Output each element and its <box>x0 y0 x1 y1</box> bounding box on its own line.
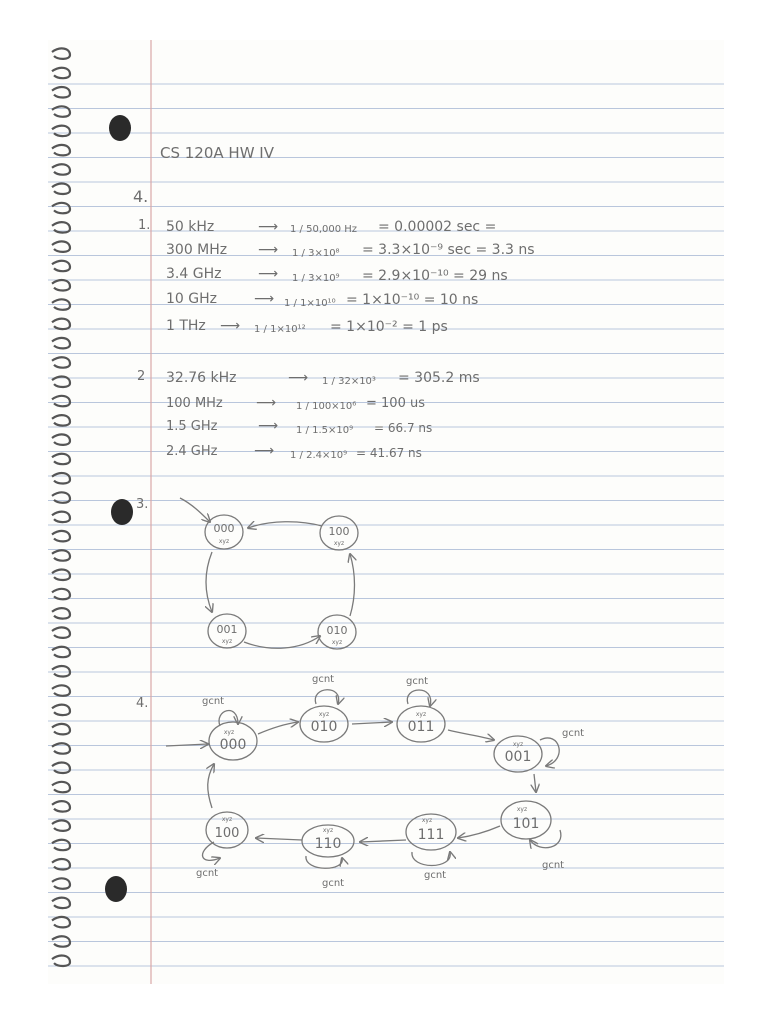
loop-label: gcnt <box>312 674 335 685</box>
state-sub-label: xyz <box>221 816 233 823</box>
arrow-glyph: ⟶ <box>220 318 241 334</box>
state-sub-label: xyz <box>223 729 235 736</box>
loop-label: gcnt <box>424 870 447 881</box>
arrow-glyph: ⟶ <box>254 443 275 459</box>
state-label: 101 <box>512 816 540 832</box>
part1-freq: 1 THz <box>166 318 206 334</box>
part1-fraction: 1 / 1×10¹⁰ <box>284 298 336 309</box>
state-sub-label: xyz <box>218 538 230 545</box>
state-sub-label: xyz <box>333 540 345 547</box>
part1-fraction: 1 / 1×10¹² <box>254 324 306 335</box>
loop-label: gcnt <box>542 860 565 871</box>
part1-result: = 3.3×10⁻⁹ sec = 3.3 ns <box>362 242 535 258</box>
state-sub-label: xyz <box>512 741 524 748</box>
state-sub-label: xyz <box>318 711 330 718</box>
part2-fraction: 1 / 100×10⁶ <box>296 401 357 412</box>
arrow-glyph: ⟶ <box>256 395 277 411</box>
part2-result: = 66.7 ns <box>374 421 433 435</box>
part1-fraction: 1 / 3×10⁹ <box>292 273 340 284</box>
state-label: 010 <box>326 624 348 637</box>
state-sub-label: xyz <box>221 638 233 645</box>
part1-result: = 0.00002 sec = <box>378 219 497 235</box>
part2-number: 2 <box>137 369 146 384</box>
state-label: 100 <box>214 826 240 841</box>
state-label: 100 <box>328 525 350 538</box>
part1-freq: 10 GHz <box>166 291 217 307</box>
loop-label: gcnt <box>202 696 225 707</box>
part4-number: 4. <box>136 696 149 711</box>
part1-fraction: 1 / 50,000 Hz <box>290 224 358 235</box>
state-label: 001 <box>216 623 238 636</box>
part2-freq: 2.4 GHz <box>166 444 218 459</box>
part1-freq: 50 kHz <box>166 219 215 235</box>
part1-result: = 1×10⁻¹⁰ = 10 ns <box>346 292 479 308</box>
state-sub-label: xyz <box>415 711 427 718</box>
part2-fraction: 1 / 32×10³ <box>322 376 376 387</box>
loop-label: gcnt <box>562 728 585 739</box>
part2-fraction: 1 / 2.4×10⁹ <box>290 450 348 461</box>
state-label: 010 <box>310 719 338 735</box>
part1-fraction: 1 / 3×10⁸ <box>292 248 340 259</box>
part2-freq: 100 MHz <box>166 396 223 411</box>
binder-hole-top <box>109 115 131 141</box>
arrow-glyph: ⟶ <box>288 370 309 386</box>
state-label: 000 <box>219 737 247 753</box>
state-label: 111 <box>417 827 445 843</box>
state-sub-label: xyz <box>322 827 334 834</box>
part2-freq: 32.76 kHz <box>166 370 237 386</box>
arrow-glyph: ⟶ <box>258 418 279 434</box>
state-label: 110 <box>314 836 342 852</box>
state-label: 000 <box>213 522 235 535</box>
state-sub-label: xyz <box>421 817 433 824</box>
state-sub-label: xyz <box>516 806 528 813</box>
loop-label: gcnt <box>196 868 219 879</box>
binder-hole-bottom <box>105 876 127 902</box>
arrow-glyph: ⟶ <box>258 242 279 258</box>
state-label: 011 <box>407 719 435 735</box>
part2-result: = 100 us <box>366 396 425 411</box>
part2-fraction: 1 / 1.5×10⁹ <box>296 425 354 436</box>
part1-number: 1. <box>138 218 151 233</box>
part3-number: 3. <box>136 497 149 512</box>
binder-hole-middle <box>111 499 133 525</box>
state-label: 001 <box>504 749 532 765</box>
part1-freq: 300 MHz <box>166 242 228 258</box>
state-sub-label: xyz <box>331 639 343 646</box>
part1-result: = 2.9×10⁻¹⁰ = 29 ns <box>362 268 508 284</box>
problem-number: 4. <box>133 187 149 206</box>
page-title: CS 120A HW IV <box>160 144 274 162</box>
part2-result: = 41.67 ns <box>356 446 422 460</box>
arrow-glyph: ⟶ <box>258 219 279 235</box>
loop-label: gcnt <box>406 676 429 687</box>
loop-label: gcnt <box>322 878 345 889</box>
part2-freq: 1.5 GHz <box>166 419 218 434</box>
part1-result: = 1×10⁻² = 1 ps <box>330 319 448 335</box>
arrow-glyph: ⟶ <box>254 291 275 307</box>
part1-freq: 3.4 GHz <box>166 266 222 282</box>
arrow-glyph: ⟶ <box>258 266 279 282</box>
part2-result: = 305.2 ms <box>398 370 480 386</box>
